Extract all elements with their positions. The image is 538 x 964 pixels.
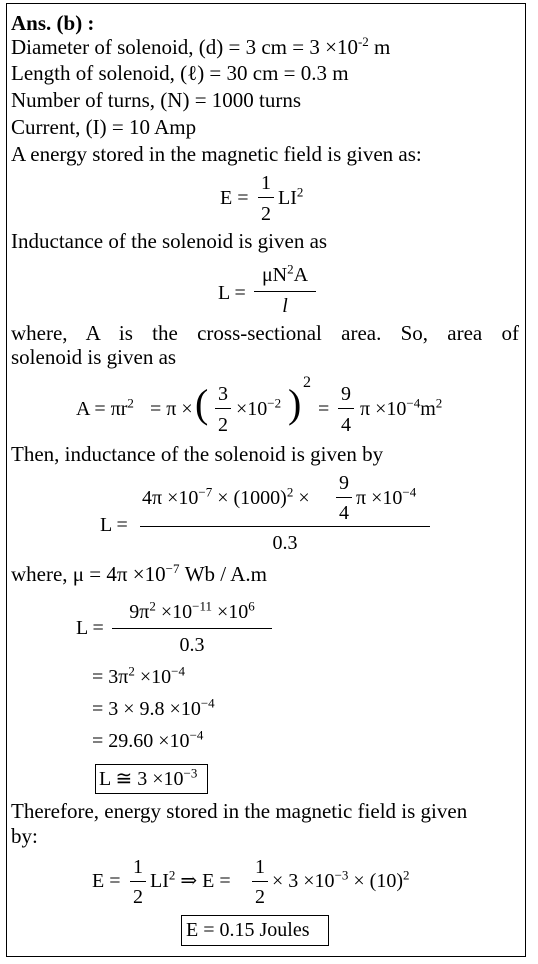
answer-heading: Ans. (b) : bbox=[11, 11, 95, 35]
boxed-inductance-text: L ≅ $3 \times 10^{-3}$ bbox=[99, 765, 198, 790]
therefore-line-2: by: bbox=[11, 824, 38, 848]
inductance-intro-line: Inductance of the solenoid is given as bbox=[11, 229, 328, 253]
where-mu-line: where, $\mu = 4\pi \times 10^{-7}$ Wb / A.m bbox=[11, 561, 267, 586]
step-2: = $3 \times 9.8 \times 10^{-4}$ bbox=[92, 695, 215, 720]
length-line: Length of solenoid, (ℓ) = 30 cm = 0.3 m bbox=[11, 61, 349, 85]
step-1: = $3\pi^2 \times 10^{-4}$ bbox=[92, 663, 186, 688]
therefore-line-1: Therefore, energy stored in the magnetic field is given bbox=[11, 799, 468, 823]
turns-line: Number of turns, (N) = 1000 turns bbox=[11, 88, 302, 112]
where-area-line-2: solenoid is given as bbox=[11, 345, 177, 369]
then-inductance-line: Then, inductance of the solenoid is given by bbox=[11, 442, 384, 466]
diameter-line: Diameter of solenoid, (d) = 3 cm = $3 \times 10^{-2}$ m bbox=[11, 34, 391, 59]
where-area-line-1: where, A is the cross-sectional area. So, area of bbox=[11, 321, 519, 345]
energy-intro-line: A energy stored in the magnetic field is given as: bbox=[11, 142, 422, 166]
current-line: Current, (I) = 10 Amp bbox=[11, 115, 197, 139]
step-3: = $29.60 \times 10^{-4}$ bbox=[92, 727, 204, 752]
boxed-energy-text: E = 0.15 Joules bbox=[186, 919, 310, 941]
